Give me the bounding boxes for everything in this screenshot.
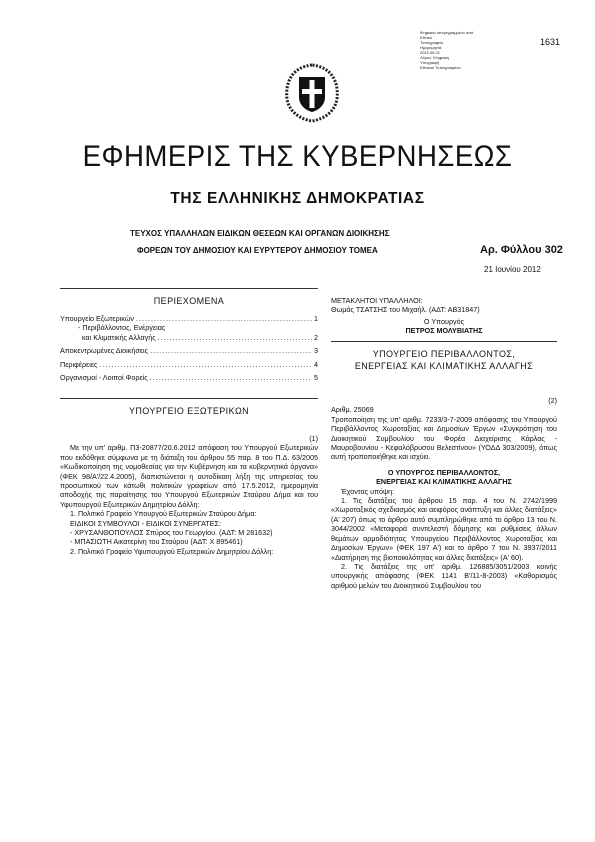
decision-1-continuation (331, 296, 557, 336)
decision-reference: Αριθμ. 25069 (331, 405, 374, 415)
toc-item[interactable]: Αποκεντρωμένες Διοικήσεις ..... 3 (60, 346, 318, 355)
paragraph: - ΜΠΑΣΙΩΤΗ Αικατερίνη του Σταύρου (ΑΔΤ: Χ 895461) (70, 537, 243, 547)
paragraph: 1. Τις διατάξεις του άρθρου 15 παρ. 4 του Ν. 2742/1999 «Χωροταξικός σχεδιασμός και αειφόρος ανάπτυξη και άλλες διατάξεις» (Α' 207) όπως το άρθρο αυτό συμπληρώθηκε από το άρθρο 13 του Ν. 3044/2002 «Μεταφορά συντελεστή δόμησης και ρυθμίσεις άλλων θεμάτων αρμοδιότητας Υπουργείου Περιβάλλοντος Χωροταξίας και Δημοσίων Έργων» (ΦΕΚ 197 Α') και το άρθρο 7 του Ν. 3937/2011 «Διατήρηση της βιοποικιλότητας και άλλες διατάξεις» (Α' 60). (331, 496, 557, 562)
decision-number: (1) (309, 434, 318, 443)
paragraph: ΕΙΔΙΚΟΙ ΣΥΜΒΟΥΛΟΙ - ΕΙΔΙΚΟΙ ΣΥΝΕΡΓΑΤΕΣ: (70, 518, 221, 528)
minister-title: ΕΝΕΡΓΕΙΑΣ ΚΑΙ ΚΛΙΜΑΤΙΚΗΣ ΑΛΛΑΓΗΣ (376, 477, 512, 487)
section-heading-foreign-affairs: ΥΠΟΥΡΓΕΙΟ ΕΞΩΤΕΡΙΚΩΝ (129, 406, 249, 416)
paragraph: - ΧΡΥΣΑΝΘΟΠΟΥΛΟΣ Σπύρος του Γεωργίου. (ΑΔΤ: Μ 281632) (70, 528, 273, 538)
toc-item[interactable]: και Κλιματικής Αλλαγής ..... 2 (60, 333, 318, 342)
paragraph: Θωμάς ΤΣΑΤΣΗΣ του Μιχαήλ. (ΑΔΤ: ΑΒ31847) (331, 305, 480, 315)
toc-item[interactable]: Περιφέρειες ..... 4 (60, 360, 318, 369)
paragraph: 2. Πολιτικό Γραφείο Υφυπουργού Εξωτερικών Δημητρίου Δόλλη: (70, 546, 274, 556)
signoff-title: Ο Υπουργός (423, 316, 465, 326)
digital-signature-stamp: Ψηφιακά υπογεγραμμένο από Εθνικό Τυπογραφείο Ημερομηνία: 2012.06.21 Λόγος: Ψηφιακή Υπογραφή Εθνικού Τυπογραφείου (420, 30, 474, 70)
gazette-subtitle: ΤΗΣ ΕΛΛΗΝΙΚΗΣ ΔΗΜΟΚΡΑΤΙΑΣ (170, 190, 425, 207)
divider (60, 398, 318, 399)
decision-1-body (60, 434, 318, 556)
paragraph: Έχοντας υπόψη: (341, 486, 395, 496)
paragraph: 2. Τις διατάξεις της υπ' αριθμ. 126885/3051/2003 κοινής υπουργικής απόφασης (ΦΕΚ 1141 Β'/11-8-2003) «Καθορισμός αριθμού μελών του Διοικητικού Συμβουλίου του (331, 561, 557, 590)
page-number: 1631 (540, 37, 561, 47)
issue-date: 21 Ιουνίου 2012 (484, 265, 541, 274)
issue-type-line-2: ΦΟΡΕΩΝ ΤΟΥ ΔΗΜΟΣΙΟΥ ΚΑΙ ΕΥΡΥΤΕΡΟΥ ΔΗΜΟΣΙΟΥ ΤΟΜΕΑ (137, 246, 378, 255)
decision-number: (2) (548, 396, 557, 405)
paragraph: ΜΕΤΑΚΛΗΤΟΙ ΥΠΑΛΛΗΛΟΙ: (331, 296, 423, 305)
greek-coat-of-arms-emblem (279, 59, 345, 125)
section-heading-environment: ΥΠΟΥΡΓΕΙΟ ΠΕΡΙΒΑΛΛΟΝΤΟΣ, ΕΝΕΡΓΕΙΑΣ ΚΑΙ ΚΛΙΜΑΤΙΚΗΣ ΑΛΛΑΓΗΣ (354, 349, 534, 371)
decision-2-body (331, 396, 557, 590)
toc-heading: ΠΕΡΙΕΧΟΜΕΝΑ (153, 296, 225, 306)
sheet-number: Αρ. Φύλλου 302 (480, 244, 563, 256)
divider (60, 288, 318, 289)
divider (331, 341, 557, 342)
toc-item[interactable]: - Περιβάλλοντος, Ενέργειας (78, 323, 166, 333)
decision-subject: Τροποποίηση της υπ' αριθμ. 7233/3-7-2009 απόφασης του Υπουργού Περιβάλλοντος Χωροταξίας και Δημοσίων Έργων «Συγκρότηση του Διοικητικού Συμβουλίου του Φορέα Διαχείρισης Κάρλας - Μαυροβουνίου - Κεφαλόβρυσου Βελεστίνου» (ΥΟΔΔ 303/2009), όπως αυτή τροποποιήθηκε και ισχύει. (331, 414, 557, 462)
minister-title: Ο ΥΠΟΥΡΓΟΣ ΠΕΡΙΒΑΛΛΟΝΤΟΣ, (387, 467, 501, 477)
signer-name: ΠΕΤΡΟΣ ΜΟΛΥΒΙΑΤΗΣ (405, 326, 483, 336)
paragraph: 1. Πολιτικό Γραφείο Υπουργού Εξωτερικών Σταύρου Δήμα: (70, 509, 257, 519)
issue-type-line-1: ΤΕΥΧΟΣ ΥΠΑΛΛΗΛΩΝ ΕΙΔΙΚΩΝ ΘΕΣΕΩΝ ΚΑΙ ΟΡΓΑΝΩΝ ΔΙΟΙΚΗΣΗΣ (130, 229, 390, 238)
toc-item[interactable]: Υπουργείο Εξωτερικών ..... 1 (60, 314, 318, 323)
table-of-contents (60, 314, 318, 382)
gazette-title: ΕΦΗΜΕΡΙΣ ΤΗΣ ΚΥΒΕΡΝΗΣΕΩΣ (82, 140, 513, 173)
toc-item[interactable]: Οργανισμοί - Λοιποί Φορείς ..... 5 (60, 373, 318, 382)
paragraph: Με την υπ' αριθμ. Π3-20877/20.6.2012 απόφαση του Υπουργού Εξωτερικών που εκδόθηκε σύμφωνα με τη διάταξη του άρθρου 55 παρ. 8 του Π.Δ. 63/2005 «Κωδικοποίηση της νομοθεσίας για την Κυβέρνηση και τα κυβερνητικά όργανα» (ΦΕΚ 98/Α'/22.4.2005), διαπιστώνεται η αυτοδίκαιη λήξη της υπηρεσίας του προσωπικού των κάτωθι πολιτικών γραφείων από 17.5.2012, ημερομηνία αποδοχής της παραίτησης του Υπουργού Εξωτερικών Σταύρου Δήμα και του Υφυπουργού Εξωτερικών Δημητρίου Δόλλη: (60, 443, 318, 509)
